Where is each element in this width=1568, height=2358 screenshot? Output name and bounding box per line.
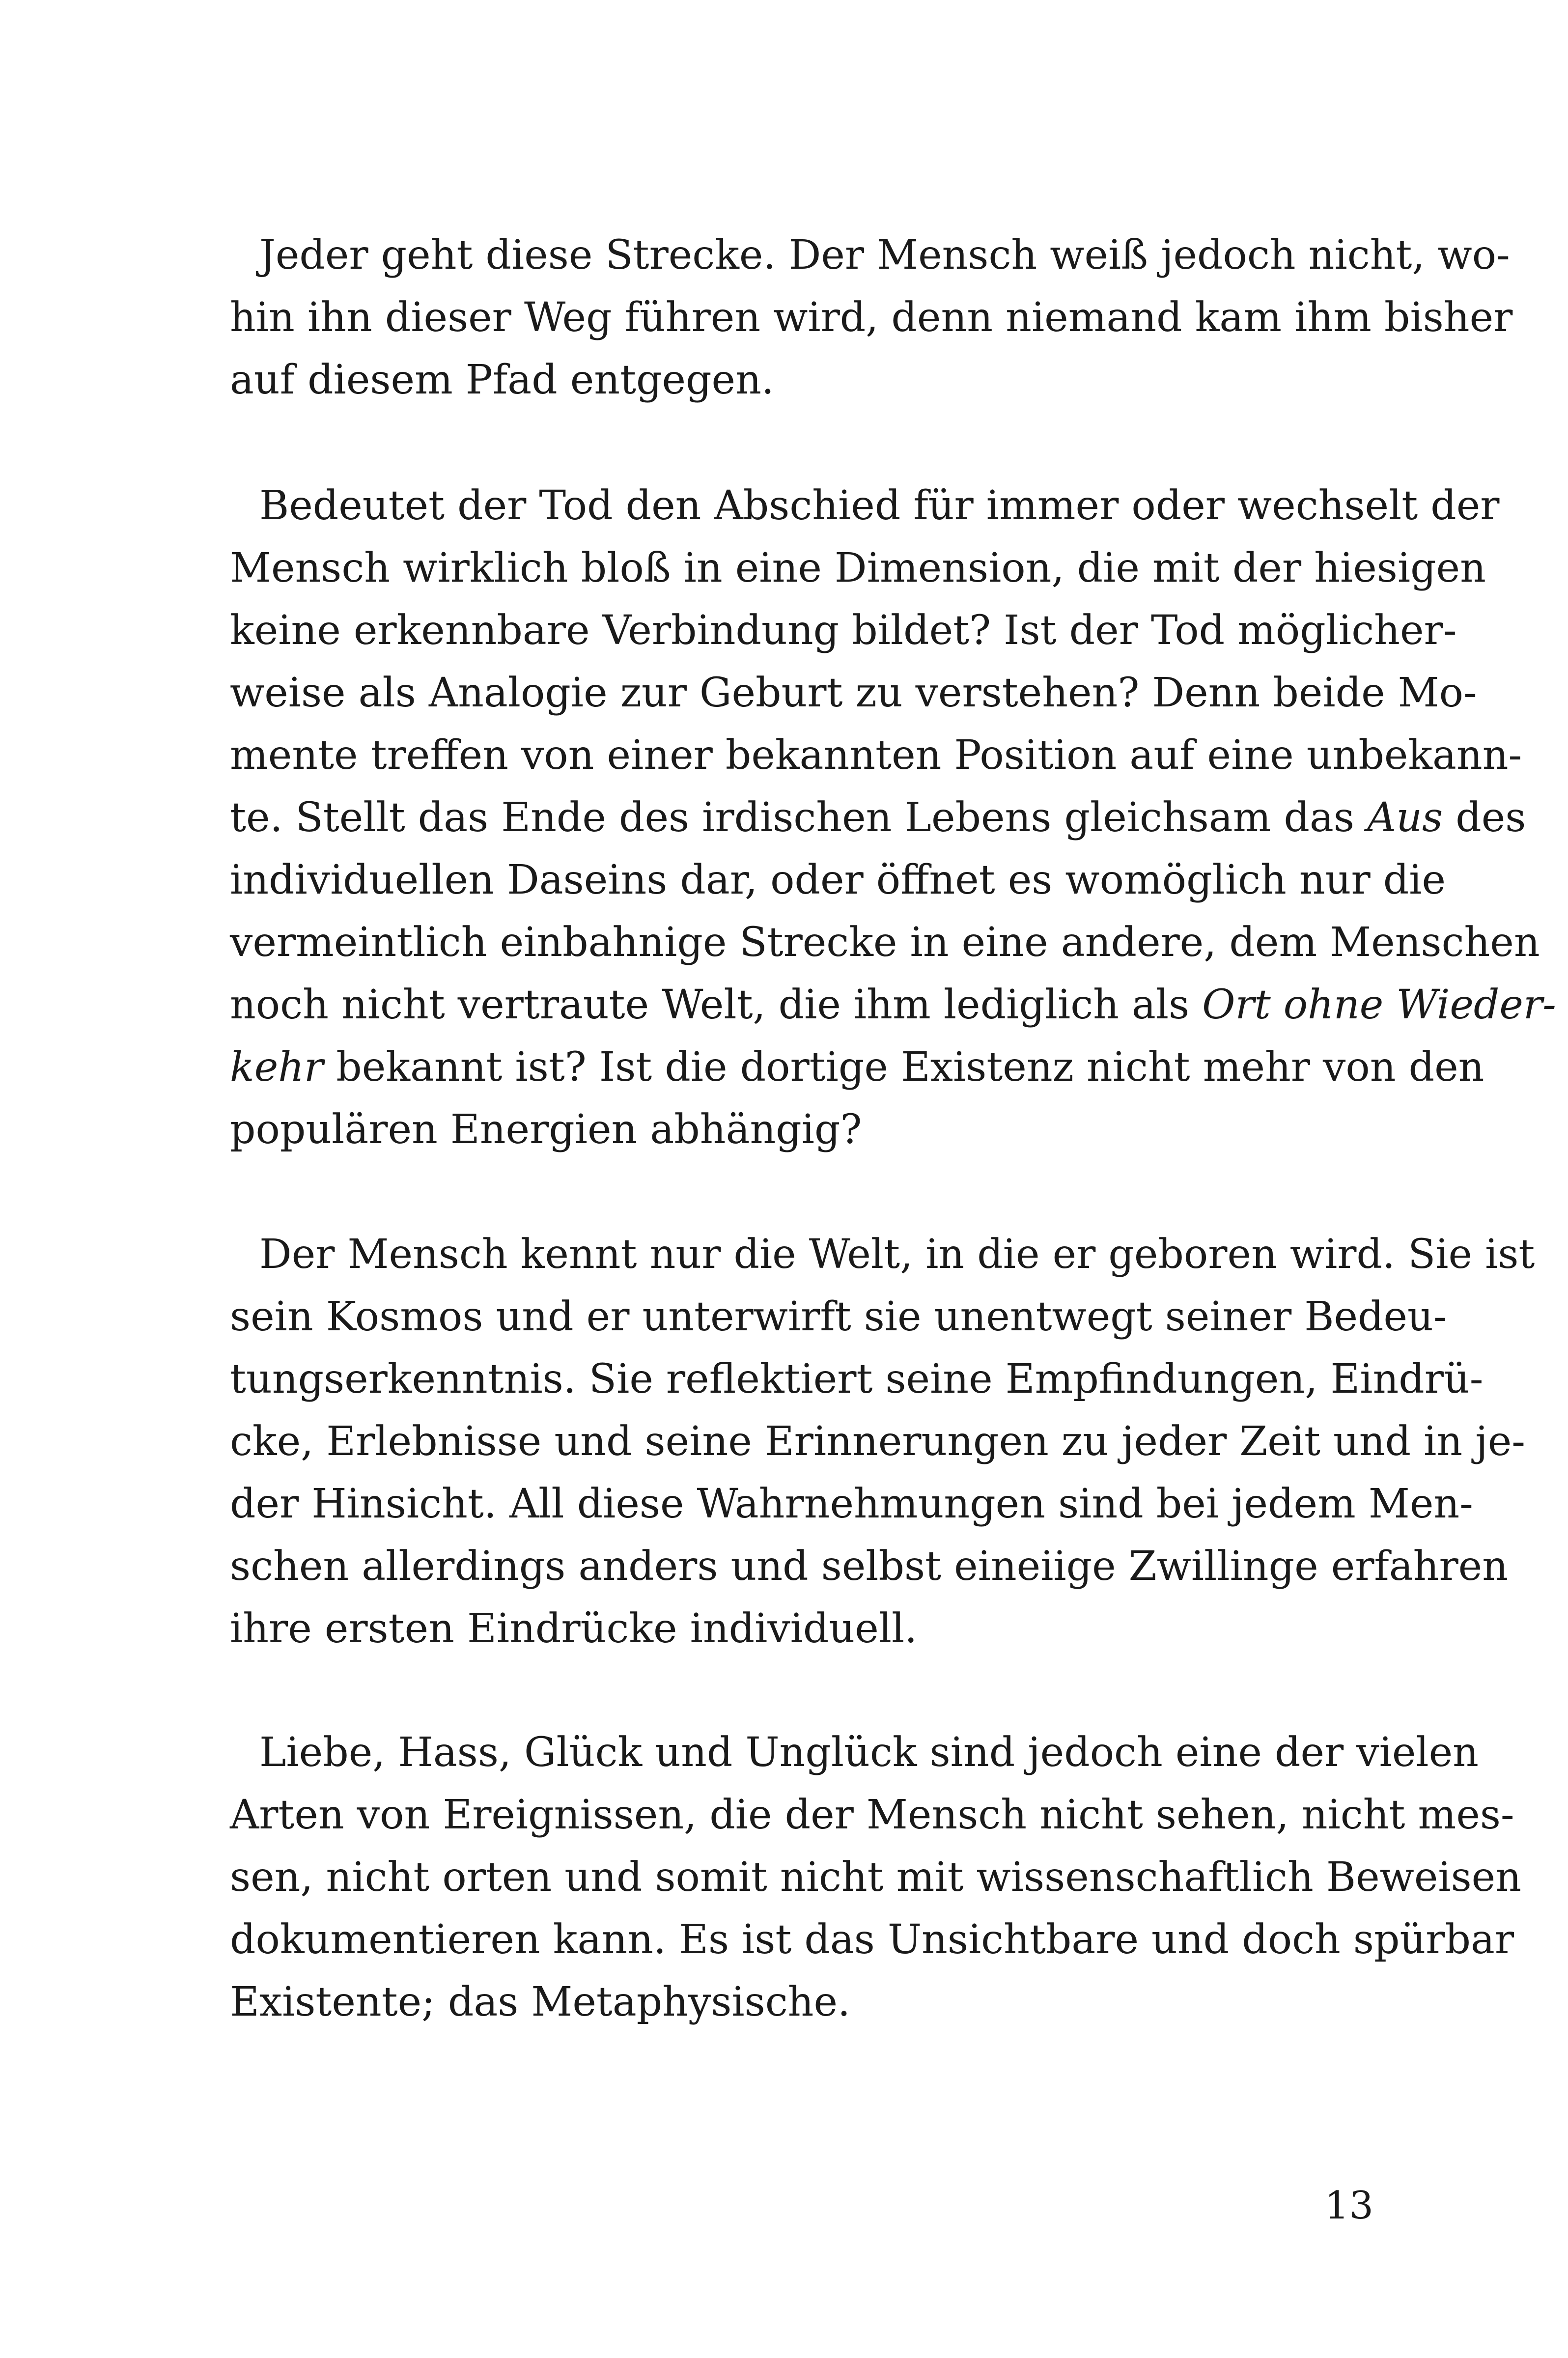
text-line [230, 786, 1526, 849]
text-segment: des [1443, 794, 1526, 841]
text-line: individuellen Daseins dar, oder öffnet es womöglich nur die [230, 857, 1446, 903]
text-line: Liebe, Hass, Glück und Unglück sind jedoch eine der vielen [259, 1729, 1479, 1776]
text-line: ihre ersten Eindrücke individuell. [230, 1605, 918, 1652]
text-line [230, 974, 1556, 1036]
text-line: sein Kosmos und er unterwirft sie unentwegt seiner Bedeu- [230, 1293, 1447, 1340]
text-line: Der Mensch kennt nur die Welt, in die er geboren wird. Sie ist [259, 1231, 1535, 1278]
text-line: auf diesem Pfad entgegen. [230, 357, 774, 403]
text-line: vermeintlich einbahnige Strecke in eine andere, dem Menschen [230, 919, 1540, 966]
text-line: tungserkenntnis. Sie reflektiert seine Empfindungen, Eindrü- [230, 1356, 1484, 1403]
text-line: populären Energien abhängig? [230, 1106, 862, 1153]
text-segment: te. Stellt das Ende des irdischen Lebens gleichsam das [230, 794, 1368, 841]
text-segment: noch nicht vertraute Welt, die ihm lediglich als [230, 982, 1203, 1028]
paragraph-4 [230, 1721, 1522, 2033]
paragraph-2 [230, 475, 1556, 1161]
paragraph-3 [230, 1223, 1535, 1660]
text-line [230, 1036, 1484, 1098]
text-line: dokumentieren kann. Es ist das Unsichtbare und doch spürbar [230, 1916, 1514, 1963]
text-line: weise als Analogie zur Geburt zu verstehen? Denn beide Mo- [230, 670, 1477, 716]
text-line: Mensch wirklich bloß in eine Dimension, die mit der hiesigen [230, 545, 1486, 591]
paragraph-1 [230, 224, 1513, 411]
emphasis-text: kehr [230, 1044, 324, 1091]
text-line: der Hinsicht. All diese Wahrnehmungen sind bei jedem Men- [230, 1481, 1473, 1527]
text-line: cke, Erlebnisse und seine Erinnerungen zu jeder Zeit und in je- [230, 1418, 1525, 1465]
page-number: 13 [1324, 2184, 1373, 2228]
text-line: keine erkennbare Verbindung bildet? Ist der Tod möglicher- [230, 607, 1457, 654]
text-line: schen allerdings anders und selbst eineiige Zwillinge erfahren [230, 1543, 1509, 1590]
text-line: Jeder geht diese Strecke. Der Mensch weiß jedoch nicht, wo- [259, 232, 1510, 279]
emphasis-text: Aus [1367, 794, 1443, 841]
text-segment: bekannt ist? Ist die dortige Existenz nicht mehr von den [323, 1044, 1484, 1091]
emphasis-text: Ort ohne Wieder- [1202, 982, 1556, 1028]
text-line: Existente; das Metaphysische. [230, 1979, 851, 2025]
text-line: Arten von Ereignissen, die der Mensch nicht sehen, nicht mes- [230, 1792, 1514, 1838]
text-line: sen, nicht orten und somit nicht mit wissenschaftlich Beweisen [230, 1854, 1522, 1901]
text-line: hin ihn dieser Weg führen wird, denn niemand kam ihm bisher [230, 294, 1513, 341]
text-line: Bedeutet der Tod den Abschied für immer oder wechselt der [259, 482, 1500, 529]
text-line: mente treffen von einer bekannten Position auf eine unbekann- [230, 732, 1522, 779]
